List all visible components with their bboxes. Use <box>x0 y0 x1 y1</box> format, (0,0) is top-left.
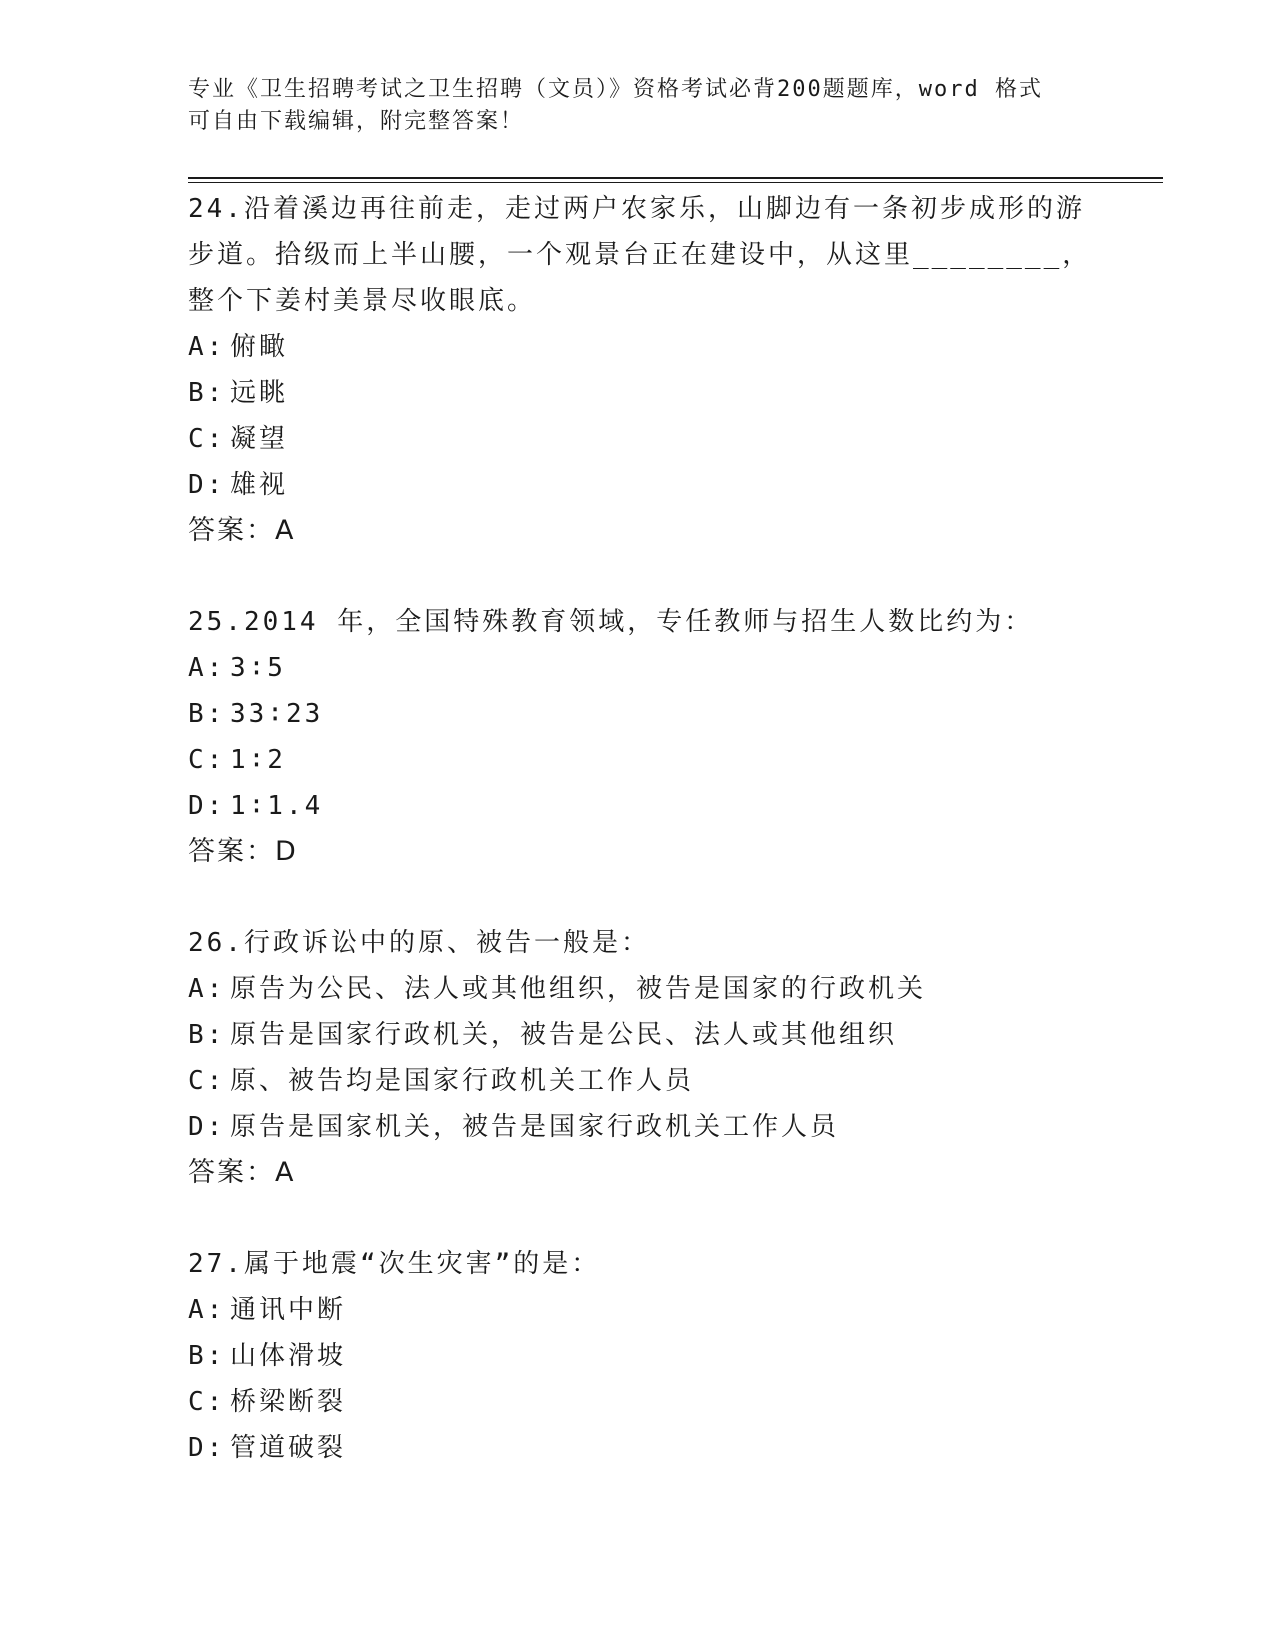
option-a <box>188 966 1163 1012</box>
header-title-line-1: 专业《卫生招聘考试之卫生招聘（文员）》资格考试必背200题题库，word 格式 <box>188 77 1043 102</box>
question-list <box>188 186 1163 1516</box>
option-a <box>188 324 1163 370</box>
option-text: 桥梁断裂 <box>230 1387 347 1417</box>
stem-line: 26.行政诉讼中的原、被告一般是： <box>188 928 650 958</box>
option-text: 通讯中断 <box>230 1295 347 1325</box>
option-letter: B: <box>188 1020 226 1050</box>
question-stem <box>188 920 1163 966</box>
option-b <box>188 1012 1163 1058</box>
option-a <box>188 1287 1163 1333</box>
option-text: 管道破裂 <box>230 1433 347 1463</box>
option-letter: A: <box>188 653 226 683</box>
page-header <box>188 74 1088 138</box>
option-d <box>188 1425 1163 1471</box>
option-c <box>188 1379 1163 1425</box>
question-27 <box>188 1241 1163 1471</box>
option-text: 俯瞰 <box>230 332 289 362</box>
option-letter: B: <box>188 1341 226 1371</box>
option-d <box>188 462 1163 508</box>
option-c <box>188 416 1163 462</box>
option-d <box>188 783 1163 829</box>
option-letter: A: <box>188 974 226 1004</box>
option-letter: D: <box>188 1112 226 1142</box>
option-letter: D: <box>188 791 226 821</box>
option-letter: D: <box>188 1433 226 1463</box>
option-letter: C: <box>188 745 226 775</box>
question-26 <box>188 920 1163 1196</box>
header-divider <box>188 177 1163 183</box>
option-d <box>188 1104 1163 1150</box>
option-c <box>188 737 1163 783</box>
stem-line: 步道。拾级而上半山腰，一个观景台正在建设中，从这里________， <box>188 240 1092 270</box>
option-text: 原告是国家行政机关，被告是公民、法人或其他组织 <box>230 1020 898 1050</box>
question-stem <box>188 1241 1163 1287</box>
option-letter: B: <box>188 699 226 729</box>
stem-line: 24.沿着溪边再往前走，走过两户农家乐，山脚边有一条初步成形的游 <box>188 194 1085 224</box>
option-letter: A: <box>188 332 226 362</box>
option-text: 原告为公民、法人或其他组织，被告是国家的行政机关 <box>230 974 927 1004</box>
option-text: 1∶1.4 <box>230 791 324 821</box>
option-text: 原告是国家机关，被告是国家行政机关工作人员 <box>230 1112 840 1142</box>
option-text: 3∶5 <box>230 653 286 683</box>
option-letter: C: <box>188 424 226 454</box>
answer-key: 答案：D <box>188 836 298 867</box>
option-text: 1∶2 <box>230 745 286 775</box>
option-b <box>188 370 1163 416</box>
option-b <box>188 1333 1163 1379</box>
stem-line: 整个下姜村美景尽收眼底。 <box>188 286 537 316</box>
option-text: 33∶23 <box>230 699 324 729</box>
option-text: 山体滑坡 <box>230 1341 347 1371</box>
answer-key: 答案：A <box>188 515 296 546</box>
question-stem <box>188 599 1163 645</box>
stem-line: 25.2014 年，全国特殊教育领域，专任教师与招生人数比约为： <box>188 607 1034 637</box>
option-text: 原、被告均是国家行政机关工作人员 <box>230 1066 695 1096</box>
option-text: 凝望 <box>230 424 289 454</box>
header-title-line-2: 可自由下载编辑，附完整答案！ <box>188 109 525 134</box>
answer-key: 答案：A <box>188 1157 296 1188</box>
question-stem <box>188 186 1163 324</box>
option-letter: B: <box>188 378 226 408</box>
option-letter: C: <box>188 1387 226 1417</box>
option-text: 远眺 <box>230 378 289 408</box>
option-letter: A: <box>188 1295 226 1325</box>
option-a <box>188 645 1163 691</box>
question-25 <box>188 599 1163 875</box>
option-letter: D: <box>188 470 226 500</box>
option-text: 雄视 <box>230 470 289 500</box>
option-c <box>188 1058 1163 1104</box>
option-letter: C: <box>188 1066 226 1096</box>
stem-line: 27.属于地震“次生灾害”的是： <box>188 1249 601 1279</box>
option-b <box>188 691 1163 737</box>
question-24 <box>188 186 1163 554</box>
